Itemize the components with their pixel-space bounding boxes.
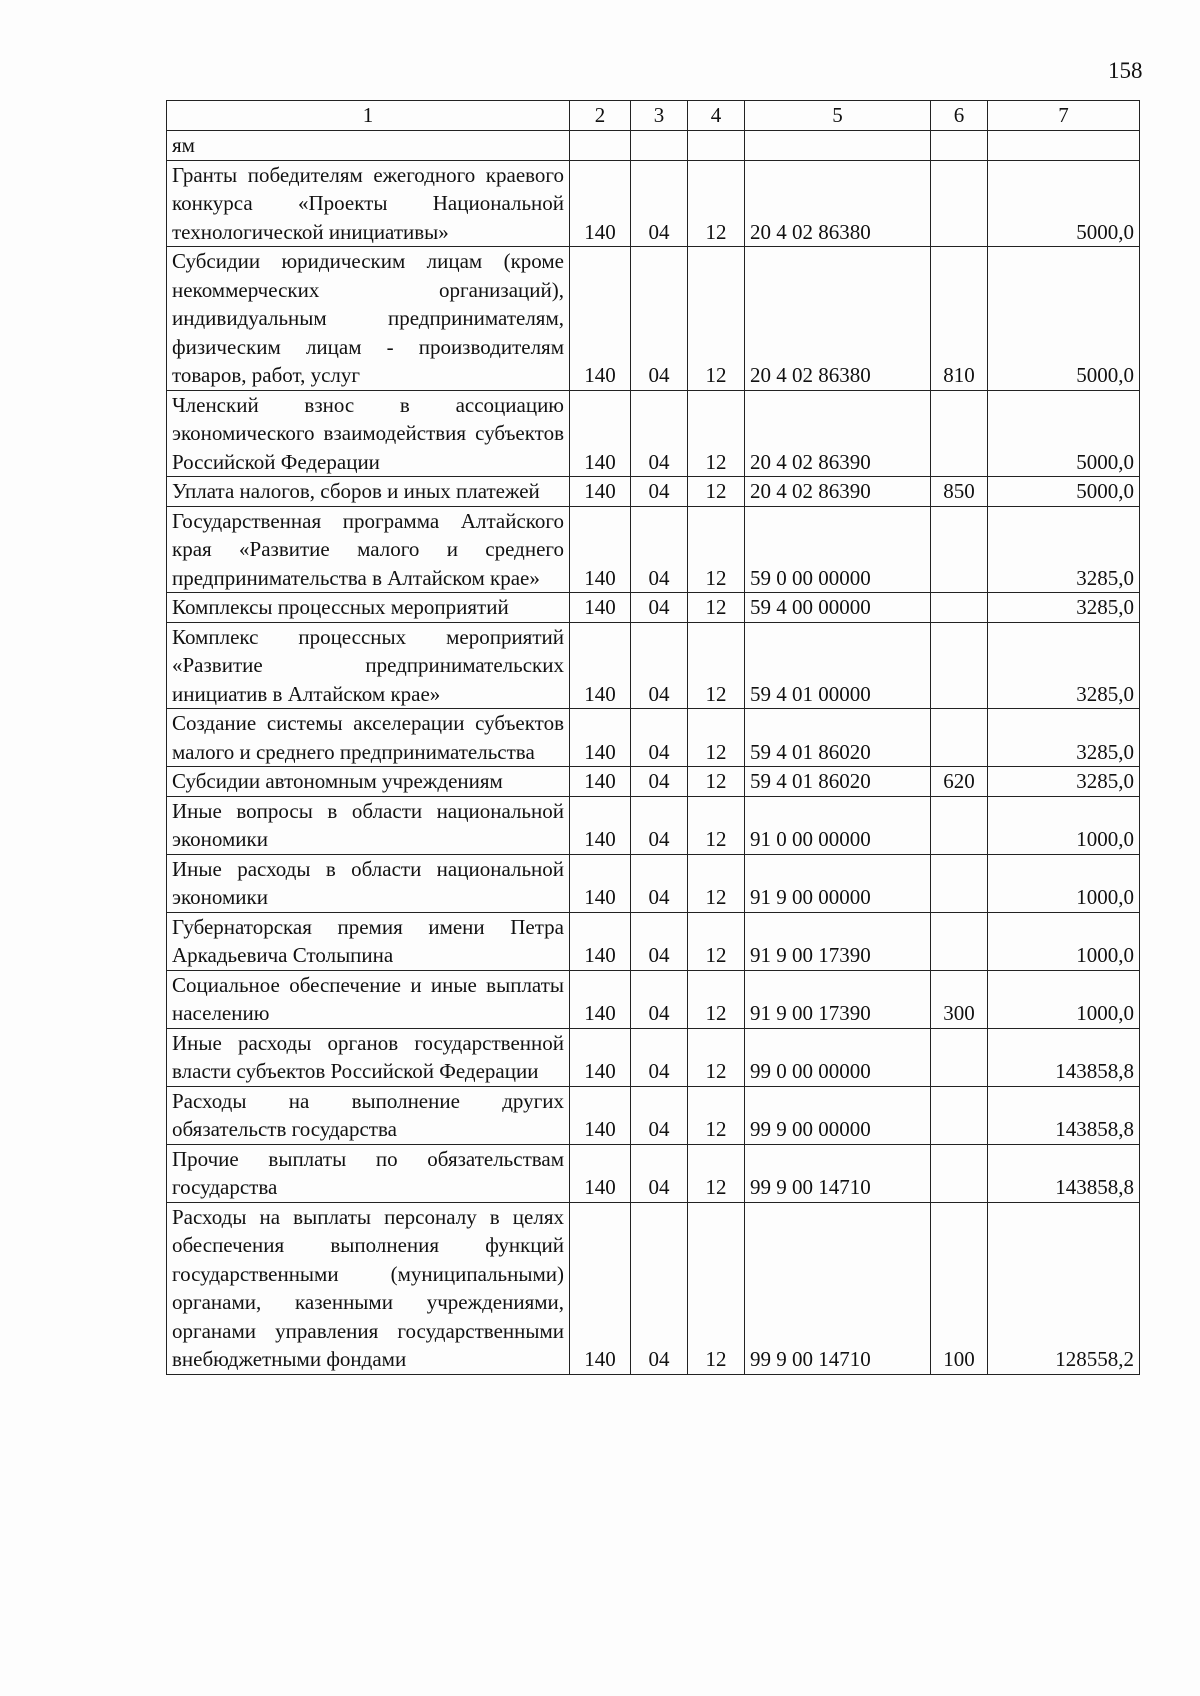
target-article-cell: 20 4 02 86390 [745,390,931,477]
amount-cell: 3285,0 [988,506,1140,593]
expense-type-cell [931,1144,988,1202]
subsection-code-cell: 12 [688,1202,745,1374]
section-code-cell: 04 [631,506,688,593]
ved-code-cell: 140 [570,160,631,247]
section-code-cell: 04 [631,970,688,1028]
section-code-cell: 04 [631,160,688,247]
row-name-cell: Губернаторская премия имени Петра Аркадьевича Столыпина [167,912,570,970]
expense-type-cell [931,506,988,593]
expense-type-cell [931,593,988,623]
row-name-cell: Иные вопросы в области национальной экономики [167,796,570,854]
table-row [167,593,1140,623]
table-row [167,1202,1140,1374]
expense-type-cell: 300 [931,970,988,1028]
column-header: 4 [688,101,745,131]
table-row [167,854,1140,912]
subsection-code-cell: 12 [688,506,745,593]
subsection-code-cell: 12 [688,912,745,970]
table-row [167,160,1140,247]
subsection-code-cell: 12 [688,1028,745,1086]
subsection-code-cell: 12 [688,247,745,391]
table-row [167,970,1140,1028]
subsection-code-cell: 12 [688,970,745,1028]
ved-code-cell: 140 [570,477,631,507]
row-name-cell: Прочие выплаты по обязательствам государства [167,1144,570,1202]
subsection-code-cell: 12 [688,477,745,507]
subsection-code-cell: 12 [688,709,745,767]
section-code-cell: 04 [631,912,688,970]
row-name-cell: Государственная программа Алтайского края «Развитие малого и среднего предпринимательства в Алтайском крае» [167,506,570,593]
subsection-code-cell: 12 [688,1144,745,1202]
row-name-cell: ям [167,131,570,161]
ved-code-cell: 140 [570,1086,631,1144]
expense-type-cell [931,912,988,970]
table-row [167,622,1140,709]
ved-code-cell: 140 [570,709,631,767]
section-code-cell: 04 [631,477,688,507]
amount-cell [988,131,1140,161]
ved-code-cell: 140 [570,854,631,912]
column-header: 3 [631,101,688,131]
subsection-code-cell: 12 [688,390,745,477]
target-article-cell: 20 4 02 86380 [745,247,931,391]
expense-type-cell: 850 [931,477,988,507]
target-article-cell: 59 4 00 00000 [745,593,931,623]
expense-type-cell [931,622,988,709]
ved-code-cell: 140 [570,622,631,709]
table-row [167,390,1140,477]
amount-cell: 3285,0 [988,593,1140,623]
target-article-cell: 59 0 00 00000 [745,506,931,593]
amount-cell: 5000,0 [988,160,1140,247]
row-name-cell: Расходы на выполнение других обязательств государства [167,1086,570,1144]
table-row [167,796,1140,854]
row-name-cell: Иные расходы в области национальной экономики [167,854,570,912]
subsection-code-cell [688,131,745,161]
ved-code-cell [570,131,631,161]
section-code-cell: 04 [631,1086,688,1144]
expense-type-cell [931,390,988,477]
row-name-cell: Субсидии юридическим лицам (кроме некоммерческих организаций), индивидуальным предпринимателям, физическим лицам - производителям товаров, работ, услуг [167,247,570,391]
column-header: 1 [167,101,570,131]
table-row [167,709,1140,767]
table-header-row [167,101,1140,131]
page-number: 158 [1108,58,1143,83]
target-article-cell: 99 0 00 00000 [745,1028,931,1086]
amount-cell: 1000,0 [988,970,1140,1028]
amount-cell: 143858,8 [988,1144,1140,1202]
section-code-cell: 04 [631,1144,688,1202]
row-name-cell: Субсидии автономным учреждениям [167,767,570,797]
ved-code-cell: 140 [570,593,631,623]
section-code-cell: 04 [631,1028,688,1086]
target-article-cell: 91 9 00 00000 [745,854,931,912]
expense-type-cell [931,709,988,767]
subsection-code-cell: 12 [688,1086,745,1144]
ved-code-cell: 140 [570,796,631,854]
row-name-cell: Членский взнос в ассоциацию экономического взаимодействия субъектов Российской Федерации [167,390,570,477]
target-article-cell: 99 9 00 14710 [745,1144,931,1202]
section-code-cell: 04 [631,390,688,477]
amount-cell: 5000,0 [988,390,1140,477]
subsection-code-cell: 12 [688,622,745,709]
table-row [167,1086,1140,1144]
row-name-cell: Социальное обеспечение и иные выплаты населению [167,970,570,1028]
section-code-cell: 04 [631,796,688,854]
target-article-cell: 59 4 01 00000 [745,622,931,709]
budget-table [166,100,1140,1375]
section-code-cell: 04 [631,1202,688,1374]
expense-type-cell [931,796,988,854]
column-header: 2 [570,101,631,131]
expense-type-cell: 810 [931,247,988,391]
expense-type-cell: 100 [931,1202,988,1374]
table-body [167,131,1140,1375]
column-header: 5 [745,101,931,131]
row-name-cell: Уплата налогов, сборов и иных платежей [167,477,570,507]
ved-code-cell: 140 [570,1202,631,1374]
subsection-code-cell: 12 [688,767,745,797]
amount-cell: 1000,0 [988,854,1140,912]
table-row [167,767,1140,797]
amount-cell: 5000,0 [988,477,1140,507]
target-article-cell: 59 4 01 86020 [745,709,931,767]
amount-cell: 1000,0 [988,912,1140,970]
amount-cell: 3285,0 [988,767,1140,797]
expense-type-cell [931,854,988,912]
row-name-cell: Создание системы акселерации субъектов малого и среднего предпринимательства [167,709,570,767]
subsection-code-cell: 12 [688,796,745,854]
section-code-cell: 04 [631,709,688,767]
ved-code-cell: 140 [570,912,631,970]
ved-code-cell: 140 [570,970,631,1028]
subsection-code-cell: 12 [688,160,745,247]
amount-cell: 5000,0 [988,247,1140,391]
target-article-cell: 20 4 02 86380 [745,160,931,247]
column-header: 7 [988,101,1140,131]
row-name-cell: Расходы на выплаты персоналу в целях обеспечения выполнения функций государственными (муниципальными) органами, казенными учреждениями, органами управления государственными внебюджетными фондами [167,1202,570,1374]
row-name-cell: Комплекс процессных мероприятий «Развитие предпринимательских инициатив в Алтайском крае» [167,622,570,709]
target-article-cell: 91 0 00 00000 [745,796,931,854]
table-row [167,1028,1140,1086]
section-code-cell: 04 [631,593,688,623]
ved-code-cell: 140 [570,506,631,593]
section-code-cell: 04 [631,767,688,797]
target-article-cell: 99 9 00 00000 [745,1086,931,1144]
table-row [167,506,1140,593]
section-code-cell [631,131,688,161]
target-article-cell: 20 4 02 86390 [745,477,931,507]
expense-type-cell [931,131,988,161]
table-row [167,1144,1140,1202]
expense-type-cell [931,1028,988,1086]
ved-code-cell: 140 [570,1028,631,1086]
target-article-cell: 91 9 00 17390 [745,912,931,970]
row-name-cell: Гранты победителям ежегодного краевого конкурса «Проекты Национальной технологической инициативы» [167,160,570,247]
ved-code-cell: 140 [570,767,631,797]
subsection-code-cell: 12 [688,593,745,623]
section-code-cell: 04 [631,622,688,709]
subsection-code-cell: 12 [688,854,745,912]
table-row [167,477,1140,507]
amount-cell: 128558,2 [988,1202,1140,1374]
table-row [167,131,1140,161]
section-code-cell: 04 [631,247,688,391]
table-row [167,912,1140,970]
column-header: 6 [931,101,988,131]
expense-type-cell: 620 [931,767,988,797]
ved-code-cell: 140 [570,390,631,477]
expense-type-cell [931,160,988,247]
amount-cell: 143858,8 [988,1028,1140,1086]
target-article-cell [745,131,931,161]
target-article-cell: 91 9 00 17390 [745,970,931,1028]
row-name-cell: Комплексы процессных мероприятий [167,593,570,623]
amount-cell: 1000,0 [988,796,1140,854]
table-row [167,247,1140,391]
expense-type-cell [931,1086,988,1144]
amount-cell: 3285,0 [988,709,1140,767]
ved-code-cell: 140 [570,1144,631,1202]
amount-cell: 143858,8 [988,1086,1140,1144]
section-code-cell: 04 [631,854,688,912]
target-article-cell: 99 9 00 14710 [745,1202,931,1374]
ved-code-cell: 140 [570,247,631,391]
target-article-cell: 59 4 01 86020 [745,767,931,797]
row-name-cell: Иные расходы органов государственной власти субъектов Российской Федерации [167,1028,570,1086]
amount-cell: 3285,0 [988,622,1140,709]
